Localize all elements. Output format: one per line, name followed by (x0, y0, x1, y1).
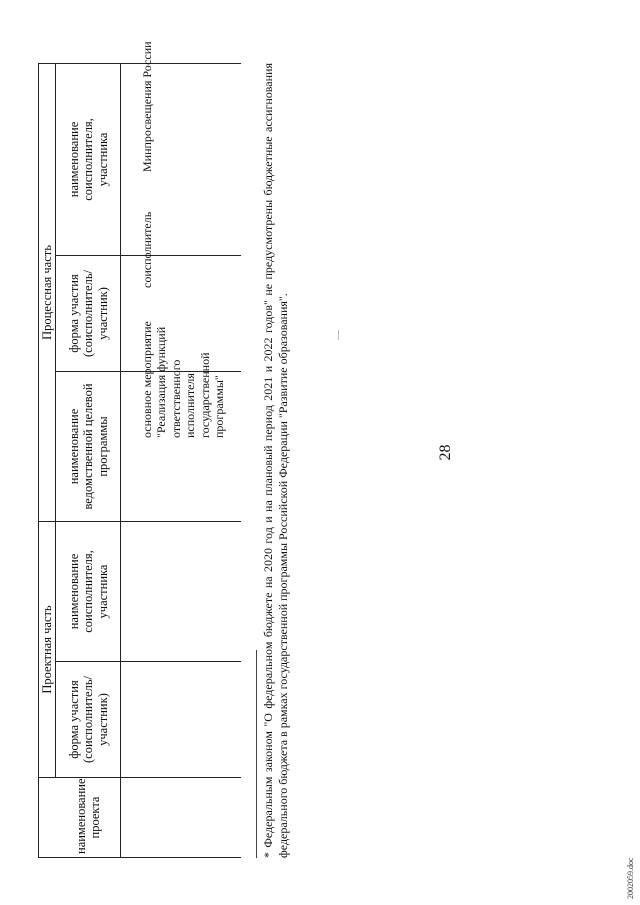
scan-mark (338, 330, 339, 340)
header-project-name: наименование проекта (56, 778, 121, 858)
row-participation-form: соисполнитель (140, 211, 154, 288)
table-body-cell (121, 778, 242, 858)
row-coexecutor-name: Минпросвещения России (140, 41, 154, 172)
footnote: * Федеральным законом "О федеральном бюджете на 2020 год и на плановый период 2021 и 2022 годов" не предусмотрены бюджетные ассигнования федерального бюджета в рамках государственной программы Российской Федерации "Развитие образования". (261, 63, 290, 858)
group-header-project: Проектная часть (39, 521, 56, 777)
group-header-process: Процессная часть (39, 63, 56, 521)
header-participation-form: форма участия (соисполнитель/ участник) (56, 662, 121, 778)
row-program-name: основное мероприятие "Реализация функций ответственного исполнителя государственной программы" (140, 321, 226, 438)
table-body-cell (121, 662, 242, 778)
table-body-cell (121, 521, 242, 661)
header-coexecutor-name: наименование соисполнителя, участника (56, 521, 121, 661)
header-participation-form-2: форма участия (соисполнитель/ участник) (56, 255, 121, 371)
table-body-cell (121, 63, 242, 255)
table-header-row (56, 63, 121, 857)
table-group-row (39, 63, 56, 857)
document-id: 2002059.doc (626, 857, 635, 899)
page-number: 28 (437, 444, 454, 461)
header-coexecutor-name-2: наименование соисполнителя, участника (56, 63, 121, 255)
header-program-name: наименование ведомственной целевой программы (56, 371, 121, 521)
table-corner-cell (39, 778, 56, 858)
table-body-row (121, 63, 242, 857)
footnote-separator (256, 650, 257, 858)
